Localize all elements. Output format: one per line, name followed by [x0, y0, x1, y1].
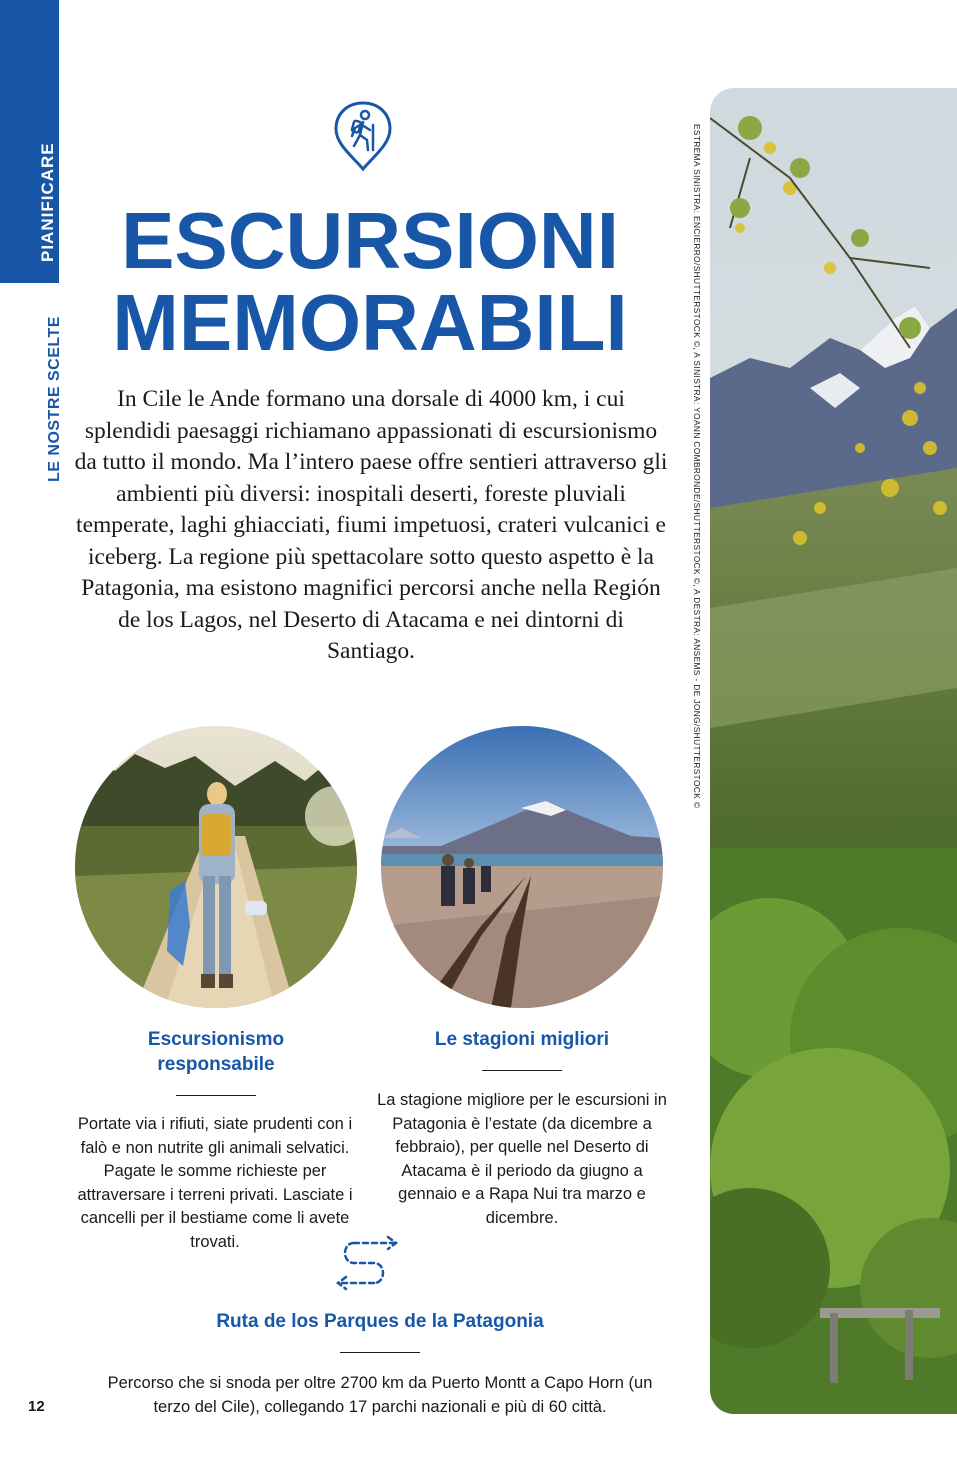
divider [340, 1352, 420, 1353]
section-title-line-1: Escursionismo [147, 1029, 285, 1050]
section-body-seasons: La stagione migliore per le escursioni in Patagonia è l’estate (da dicembre a febbraio), per quelle nel Deserto di Atacama è il periodo da giugno a gennaio e a Rapa Nui tra marzo e dicembre. [377, 1091, 667, 1227]
section-title-route: Ruta de los Parques de la Patagonia [216, 1311, 544, 1332]
section-title-seasons: Le stagioni migliori [434, 1029, 610, 1050]
section-label: PIANIFICARE [38, 142, 57, 262]
subsection-label: LE NOSTRE SCELTE [46, 316, 63, 482]
route-arrows-icon [334, 1233, 404, 1295]
title-line-2: MEMORABILI [112, 278, 628, 367]
section-title-line-2: responsabile [157, 1054, 275, 1075]
divider [176, 1095, 256, 1096]
hiker-trail-photo [75, 726, 357, 1008]
divider [482, 1070, 562, 1071]
patagonia-landscape-photo [710, 88, 957, 1414]
section-body-responsible: Portate via i rifiuti, siate prudenti con i falò e non nutrite gli animali selvatici. Pagate le somme richieste per attraversare i terreni privati. Lasciate i cancelli per il bestiame come li avete trovati. [77, 1115, 353, 1251]
section-title-responsible [96, 1027, 336, 1077]
hiker-pin-icon [332, 100, 394, 172]
page-title [70, 196, 670, 367]
photo-credit: ESTREMA SINISTRA: ENCIERRO/SHUTTERSTOCK ©, A SINISTRA: YOANN COMBRONDE/SHUTTERSTOCK ©, A DESTRA: ANSEMS - DE JONG/SHUTTERSTOCK © [692, 124, 702, 809]
section-body-route: Percorso che si snoda per oltre 2700 km da Puerto Montt a Capo Horn (un terzo del Cile), collegando 17 parchi nazionali e più di 60 città. [107, 1374, 653, 1416]
intro-paragraph: In Cile le Ande formano una dorsale di 4000 km, i cui splendidi paesaggi richiamano appassionati di escursionismo da tutto il mondo. Ma l’intero paese offre sentieri attraverso gli ambienti più diversi: inospitali deserti, foreste pluviali temperate, laghi ghiacciati, fiumi impetuosi, crateri vulcanici e iceberg. La regione più spettacolare sotto questo aspetto è la Patagonia, ma esistono magnifici percorsi anche nella Región de los Lagos, nel Deserto di Atacama e nei dintorni di Santiago. [74, 386, 668, 664]
atacama-trail-photo [381, 726, 663, 1008]
title-line-1: ESCURSIONI [121, 196, 619, 285]
page-number: 12 [28, 1398, 45, 1415]
